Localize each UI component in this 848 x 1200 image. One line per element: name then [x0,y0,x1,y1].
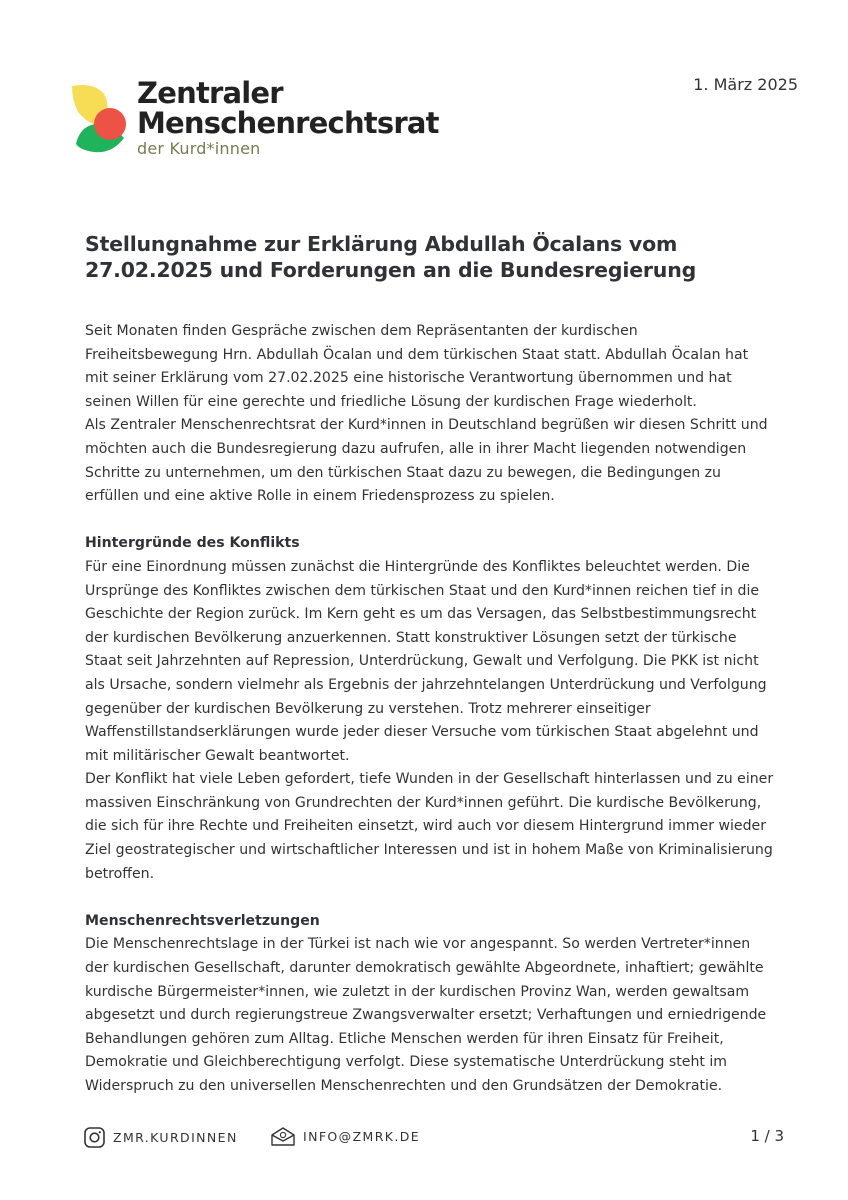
paragraph-gap [85,886,775,910]
document-title: Stellungnahme zur Erklärung Abdullah Öcalans vom 27.02.2025 und Forderungen an die Bundesregierung [85,232,697,282]
intro-paragraph-2: Als Zentraler Menschenrechtsrat der Kurd*innen in Deutschland begrüßen wir diesen Schritt und möchten auch die Bundesregierung dazu aufrufen, alle in ihrer Macht liegenden notwendigen Schritte zu unternehmen, um den türkischen Staat dazu zu bewegen, die Bedingungen zu erfüllen und eine aktive Rolle in einem Friedensprozess zu spielen. [85,417,768,505]
document-body [85,320,775,1099]
background-paragraph-1: Für eine Einordnung müssen zunächst die Hintergründe des Konfliktes beleuchtet werden. Die Ursprünge des Konfliktes zwischen dem türkischen Staat und den Kurd*innen reichen tief in die Geschichte der Region zurück. Im Kern geht es um das Versagen, das Selbstbestimmungsrecht der kurdischen Bevölkerung anzuerkennen. Statt konstruktiver Lösungen setzt der türkische Staat seit Jahrzehnten auf Repression, Unterdrückung, Gewalt und Verfolgung. Die PKK ist nicht als Ursache, sondern vielmehr als Ergebnis der jahrzehntelangen Unterdrückung und Verfolgung gegenüber der kurdischen Bevölkerung zu verstehen. Trotz mehrerer einseitiger Waffenstillstandserklärungen wurde jeder dieser Versuche vom türkischen Staat abgelehnt und mit militärischer Gewalt beantwortet. [85,558,767,764]
human-rights-paragraph: Die Menschenrechtslage in der Türkei ist nach wie vor angespannt. So werden Vertreter*innen der kurdischen Gesellschaft, darunter demokratisch gewählte Abgeordnete, inhaftiert; gewählte kurdische Bürgermeister*innen, wie zuletzt in der kurdischen Provinz Wan, werden gewaltsam abgesetzt und durch regierungstreue Zwangsverwalter ersetzt; Verhaftungen und erniedrigende Behandlungen gehören zum Alltag. Etliche Menschen werden für ihren Einsatz für Freiheit, Demokratie und Gleichberechtigung verfolgt. Diese systematische Unterdrückung steht im Widerspruch zu den universellen Menschenrechten und den Grundsätzen der Demokratie. [85,936,767,1094]
org-logo [72,78,452,168]
document-date: 1. März 2025 [693,75,798,94]
mail-icon [271,1127,295,1146]
instagram-link[interactable] [84,1127,238,1148]
org-name-line1: Zentraler [137,76,283,110]
page-footer [84,1127,784,1151]
page-number: 1 / 3 [750,1127,784,1145]
intro-paragraph-1: Seit Monaten finden Gespräche zwischen dem Repräsentanten der kurdischen Freiheitsbewegung Hrn. Abdullah Öcalan und dem türkischen Staat statt. Abdullah Öcalan hat mit seiner Erklärung vom 27.02.2025 eine historische Verantwortung übernommen und hat seinen Willen für eine gerechte und friedliche Lösung der kurdischen Frage wiederholt. [85,323,749,410]
instagram-handle: ZMR.KURDINNEN [113,1130,238,1145]
section-heading-human-rights: Menschenrechtsverletzungen [85,912,320,929]
section-heading-background: Hintergründe des Konflikts [85,535,300,552]
paragraph-gap [85,509,775,533]
email-link[interactable] [271,1127,420,1146]
instagram-icon [84,1127,105,1148]
org-name-line2: Menschenrechtsrat [137,106,439,140]
logo-emblem-icon [72,82,132,154]
email-address: INFO@ZMRK.DE [303,1129,421,1144]
background-paragraph-2: Der Konflikt hat viele Leben gefordert, tiefe Wunden in der Gesellschaft hinterlassen und zu einer massiven Einschränkung von Grundrechten der Kurd*innen geführt. Die kurdische Bevölkerung, die sich für ihre Rechte und Freiheiten einsetzt, wird auch vor diesem Hintergrund immer wieder Ziel geostrategischer und wirtschaftlicher Interessen und ist in hohem Maße von Kriminalisierung betroffen. [85,771,774,882]
logo-wordmark [137,78,439,159]
org-name-subtitle: der Kurd*innen [137,139,261,158]
